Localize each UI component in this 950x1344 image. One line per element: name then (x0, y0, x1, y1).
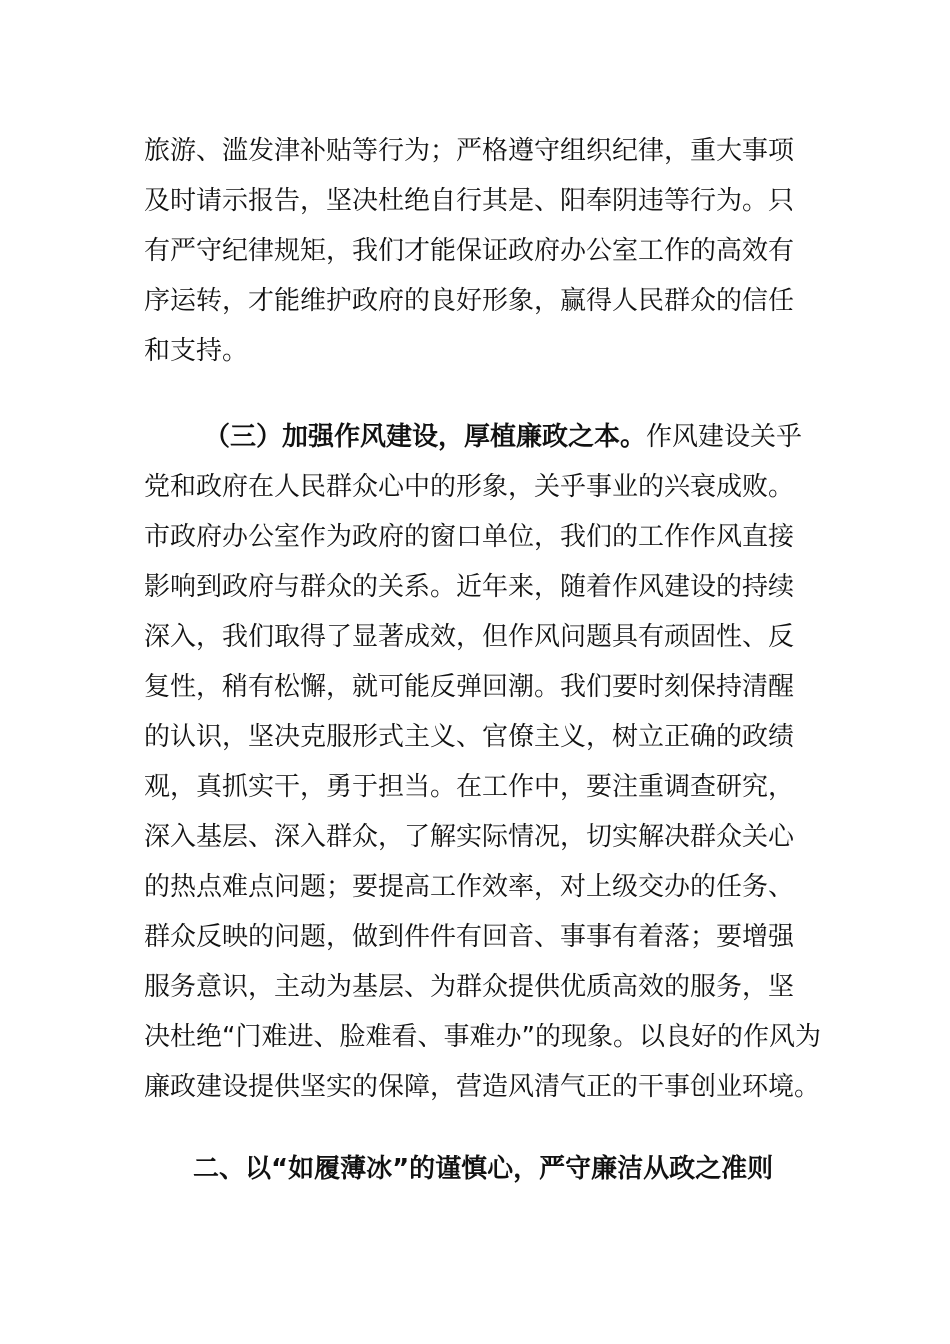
paragraph-line: 决杜绝“门难进、脸难看、事难办”的现象。以良好的作风为 (144, 1022, 821, 1052)
section-heading: 二、以“如履薄冰”的谨慎心，严守廉洁从政之准则 (193, 1154, 774, 1184)
paragraph-lead-text: 作风建设关乎 (646, 422, 803, 452)
paragraph-line: 影响到政府与群众的关系。近年来，随着作风建设的持续 (144, 572, 795, 602)
paragraph-discipline (144, 126, 804, 376)
paragraph-line: 服务意识，主动为基层、为群众提供优质高效的服务，坚 (144, 972, 795, 1002)
paragraph-line: 的认识，坚决克服形式主义、官僚主义，树立正确的政绩 (144, 722, 795, 752)
paragraph-work-style (144, 412, 821, 1112)
paragraph-line: 深入，我们取得了显著成效，但作风问题具有顽固性、反 (144, 622, 795, 652)
paragraph-first-line (144, 412, 804, 462)
paragraph-line: 廉政建设提供坚实的保障，营造风清气正的干事创业环境。 (144, 1072, 821, 1102)
paragraph-line: 有严守纪律规矩，我们才能保证政府办公室工作的高效有 (144, 236, 795, 266)
paragraph-line: 观，真抓实干，勇于担当。在工作中，要注重调查研究， (144, 772, 795, 802)
paragraph-line: 和支持。 (144, 336, 249, 366)
paragraph-line: 党和政府在人民群众心中的形象，关乎事业的兴衰成败。 (144, 472, 795, 502)
paragraph-line: 市政府办公室作为政府的窗口单位，我们的工作作风直接 (144, 522, 795, 552)
paragraph-line: 的热点难点问题；要提高工作效率，对上级交办的任务、 (144, 872, 795, 902)
paragraph-line: 深入基层、深入群众，了解实际情况，切实解决群众关心 (144, 822, 795, 852)
paragraph-line: 序运转，才能维护政府的良好形象，赢得人民群众的信任 (144, 286, 795, 316)
paragraph-line: 及时请示报告，坚决杜绝自行其是、阳奉阴违等行为。只 (144, 186, 795, 216)
paragraph-line: 旅游、滥发津补贴等行为；严格遵守组织纪律，重大事项 (144, 136, 795, 166)
paragraph-line: 复性，稍有松懈，就可能反弹回潮。我们要时刻保持清醒 (144, 672, 795, 702)
subsection-title: （三）加强作风建设，厚植廉政之本。 (204, 422, 647, 452)
paragraph-line: 群众反映的问题，做到件件有回音、事事有着落；要增强 (144, 922, 795, 952)
